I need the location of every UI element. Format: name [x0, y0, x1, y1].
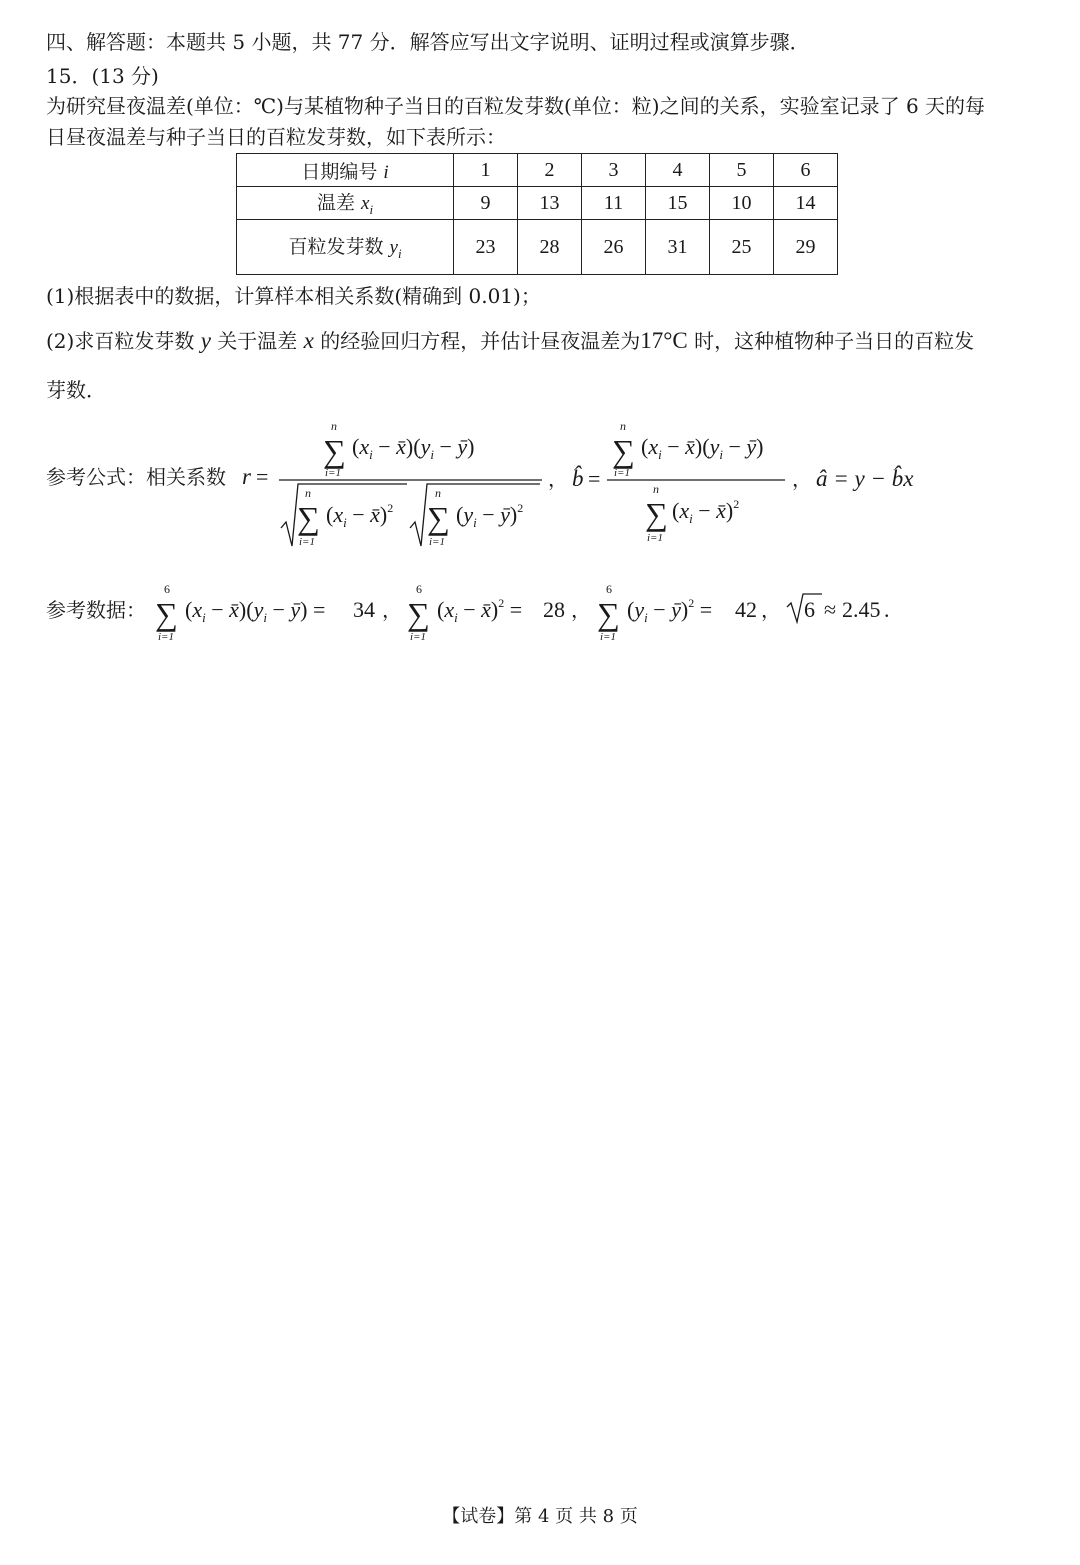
q2-var-x: x — [303, 328, 314, 353]
formula-separator: ， — [548, 469, 568, 491]
formula-label: 参考公式：相关系数 — [46, 465, 226, 489]
ref-value-yy: 42 — [735, 597, 757, 622]
sum-lower: i=1 — [299, 536, 315, 548]
ref-data-label: 参考数据： — [46, 598, 146, 622]
period: . — [884, 597, 890, 622]
sum-symbol: ∑ — [427, 500, 450, 536]
sum-symbol: ∑ — [155, 596, 178, 632]
sum-upper: n — [331, 419, 337, 433]
ref-separator: ， — [382, 600, 402, 622]
sum-lower: i=1 — [410, 631, 426, 643]
intro-line-1: 为研究昼夜温差(单位：℃)与某植物种子当日的百粒发芽数(单位：粒)之间的关系，实验室记录了 6 天的每 — [46, 94, 986, 118]
q2-part-b: 关于温差 — [217, 329, 298, 353]
germ-cell: 28 — [518, 220, 582, 275]
sum-symbol: ∑ — [645, 496, 668, 532]
sum-lower: i=1 — [647, 532, 663, 544]
b-denominator-expr: ($x_i$ − x̄)$^2$ — [672, 497, 740, 526]
temp-cell: 14 — [774, 187, 838, 220]
a-hat-formula: â = y − b̂x — [816, 466, 914, 491]
germ-cell: 26 — [582, 220, 646, 275]
germ-cell: 23 — [454, 220, 518, 275]
sqrt-arg: 6 — [804, 597, 815, 622]
question-1: (1)根据表中的数据，计算样本相关系数(精确到 0.01)； — [46, 284, 541, 308]
intro-line-2: 日昼夜温差与种子当日的百粒发芽数，如下表所示： — [46, 125, 506, 149]
sum-symbol: ∑ — [323, 433, 346, 469]
question-2-line-2: 芽数． — [46, 378, 106, 402]
ref-separator: ， — [571, 600, 591, 622]
b-numerator — [612, 419, 763, 479]
sum-symbol: ∑ — [407, 596, 430, 632]
sum-symbol: ∑ — [612, 433, 635, 469]
sum-lower: i=1 — [325, 467, 341, 479]
temp-var: x — [361, 193, 370, 215]
temp-cell: 15 — [646, 187, 710, 220]
formula-eq: = — [256, 464, 269, 489]
sum-upper: n — [620, 419, 626, 433]
b-numerator-expr: ($x_i$ − $x̄)(y_i$ − ȳ) — [641, 434, 764, 462]
q2-part-c: 的经验回归方程，并估计昼夜温差为 — [320, 329, 641, 353]
sum-upper: 6 — [416, 582, 422, 596]
section-heading: 四、解答题：本题共 5 小题，共 77 分．解答应写出文字说明、证明过程或演算步骤． — [46, 30, 810, 54]
q2-temp-value: 17 — [640, 328, 664, 353]
temp-cell: 11 — [582, 187, 646, 220]
r-numerator — [323, 419, 474, 479]
ref-separator: ， — [761, 600, 781, 622]
formula-r: r — [242, 464, 251, 489]
b-hat: b̂ — [572, 466, 584, 491]
q2-temp-unit: °C — [663, 328, 688, 353]
denom-y-expr: ($y_i$ − ȳ)$^2$ — [456, 501, 524, 530]
germ-var: y — [389, 237, 398, 259]
day-cell: 2 — [518, 154, 582, 187]
q2-part-d: 时，这种植物种子当日的百粒发 — [694, 329, 975, 353]
sum-symbol: ∑ — [297, 500, 320, 536]
formula-separator: ， — [792, 469, 812, 491]
temp-label: 温差 — [316, 192, 355, 215]
day-var: i — [383, 161, 389, 183]
sum-lower: i=1 — [600, 631, 616, 643]
approx-sign: ≈ — [824, 597, 837, 622]
temp-cell: 13 — [518, 187, 582, 220]
denom-x-expr: ($x_i$ − x̄)$^2$ — [326, 501, 394, 530]
sum-lower: i=1 — [429, 536, 445, 548]
formula-canvas — [0, 0, 1080, 700]
r-denominator — [281, 484, 540, 548]
ref-sum-yy-expr: ($y_i$ − ȳ)$^2$ = — [627, 596, 713, 625]
sum-symbol: ∑ — [597, 596, 620, 632]
ref-sum-xy — [155, 582, 402, 643]
sum-upper: n — [305, 486, 311, 500]
sum-upper: 6 — [606, 582, 612, 596]
ref-sum-xy-expr: ($x_i$ − $x̄)(y_i$ − ȳ) = — [185, 597, 326, 625]
ref-sqrt — [787, 594, 890, 622]
ref-value-xy: 34 — [353, 597, 375, 622]
q2-var-y: y — [200, 328, 211, 353]
day-cell: 5 — [710, 154, 774, 187]
b-denominator — [645, 482, 739, 544]
germ-cell: 29 — [774, 220, 838, 275]
page-footer: 【试卷】第 4 页 共 8 页 — [442, 1506, 638, 1527]
b-eq: = — [588, 466, 601, 491]
sum-lower: i=1 — [158, 631, 174, 643]
sum-upper: n — [435, 486, 441, 500]
germ-cell: 25 — [710, 220, 774, 275]
problem-number: 15．(13 分) — [46, 64, 159, 88]
ref-value-xx: 28 — [543, 597, 565, 622]
day-label: 日期编号 — [301, 160, 378, 183]
germ-sub: i — [397, 245, 402, 261]
day-cell: 4 — [646, 154, 710, 187]
sum-upper: 6 — [164, 582, 170, 596]
ref-sum-yy — [597, 582, 781, 643]
germ-label: 百粒发芽数 — [288, 236, 384, 259]
r-numerator-expr: ($x_i$ − $x̄)(y_i$ − ȳ) — [352, 434, 475, 462]
sum-upper: n — [653, 482, 659, 496]
day-cell: 3 — [582, 154, 646, 187]
sum-lower: i=1 — [614, 467, 630, 479]
ref-sum-xx — [407, 582, 591, 643]
day-cell: 6 — [774, 154, 838, 187]
temp-cell: 10 — [710, 187, 774, 220]
temp-sub: i — [369, 201, 374, 217]
q2-part-a: (2)求百粒发芽数 — [46, 329, 195, 353]
sqrt-approx: 2.45 — [842, 597, 881, 622]
germ-cell: 31 — [646, 220, 710, 275]
ref-sum-xx-expr: ($x_i$ − x̄)$^2$ = — [437, 596, 523, 625]
day-cell: 1 — [454, 154, 518, 187]
temp-cell: 9 — [454, 187, 518, 220]
